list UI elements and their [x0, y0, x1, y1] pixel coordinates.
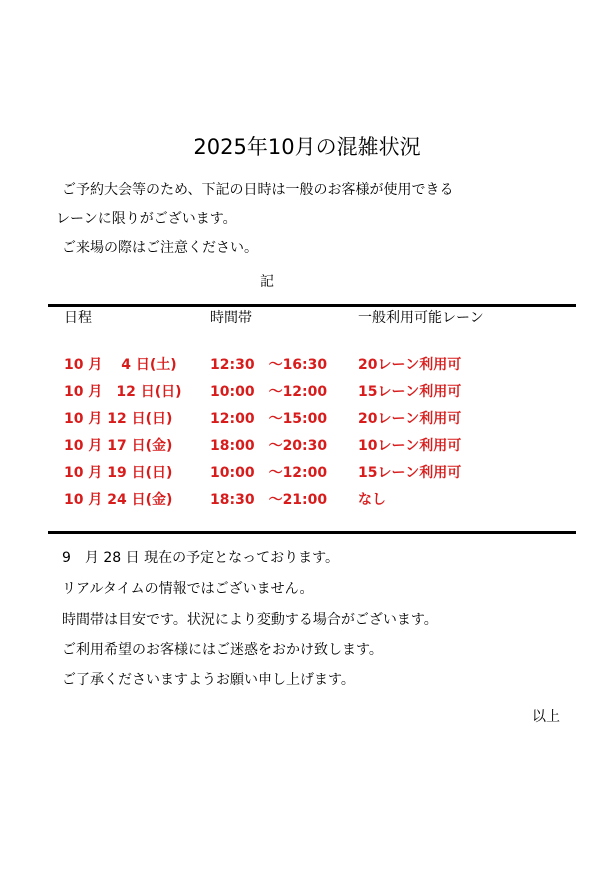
row-lanes: 15レーン利用可: [358, 465, 462, 481]
table-row: [0, 435, 614, 455]
note-line-3: 時間帯は目安です。状況により変動する場合がございます。: [62, 612, 438, 628]
note-line-2: リアルタイムの情報ではございません。: [62, 581, 314, 597]
row-lanes: 20レーン利用可: [358, 411, 462, 427]
intro-line-3: ご来場の際はご注意ください。: [62, 240, 258, 256]
row-lanes: なし: [358, 492, 386, 508]
row-lanes: 10レーン利用可: [358, 438, 462, 454]
intro-line-1: ご予約大会等のため、下記の日時は一般のお客様が使用できる: [62, 182, 454, 198]
row-date: 10 月 12 日(日): [64, 411, 173, 427]
ki-heading: 記: [260, 274, 274, 290]
page-title: 2025年10月の混雑状況: [193, 135, 421, 159]
row-date: 10 月 12 日(日): [64, 384, 182, 400]
table-row: [0, 408, 614, 428]
table-top-rule: [48, 304, 576, 307]
row-time: 12:30 ～16:30: [210, 357, 328, 373]
intro-line-2: レーンに限りがございます。: [56, 211, 237, 227]
row-date: 10 月 24 日(金): [64, 492, 173, 508]
table-row: [0, 489, 614, 509]
row-lanes: 20レーン利用可: [358, 357, 462, 373]
row-time: 18:00 ～20:30: [210, 438, 328, 454]
table-row: [0, 381, 614, 401]
row-time: 18:30 ～21:00: [210, 492, 328, 508]
header-lanes: 一般利用可能レーン: [358, 310, 484, 326]
header-time: 時間帯: [210, 310, 252, 326]
table-row: [0, 462, 614, 482]
row-time: 10:00 ～12:00: [210, 384, 328, 400]
table-bottom-rule: [48, 531, 576, 534]
note-line-1: 9 月 28 日 現在の予定となっております。: [62, 550, 339, 566]
row-time: 10:00 ～12:00: [210, 465, 328, 481]
closing-text: 以上: [532, 709, 560, 725]
row-lanes: 15レーン利用可: [358, 384, 462, 400]
header-date: 日程: [64, 310, 92, 326]
row-date: 10 月 19 日(日): [64, 465, 173, 481]
row-time: 12:00 ～15:00: [210, 411, 328, 427]
table-row: [0, 354, 614, 374]
note-line-5: ご了承くださいますようお願い申し上げます。: [62, 672, 355, 688]
row-date: 10 月 4 日(土): [64, 357, 177, 373]
note-line-4: ご利用希望のお客様にはご迷惑をおかけ致します。: [62, 642, 383, 658]
row-date: 10 月 17 日(金): [64, 438, 173, 454]
